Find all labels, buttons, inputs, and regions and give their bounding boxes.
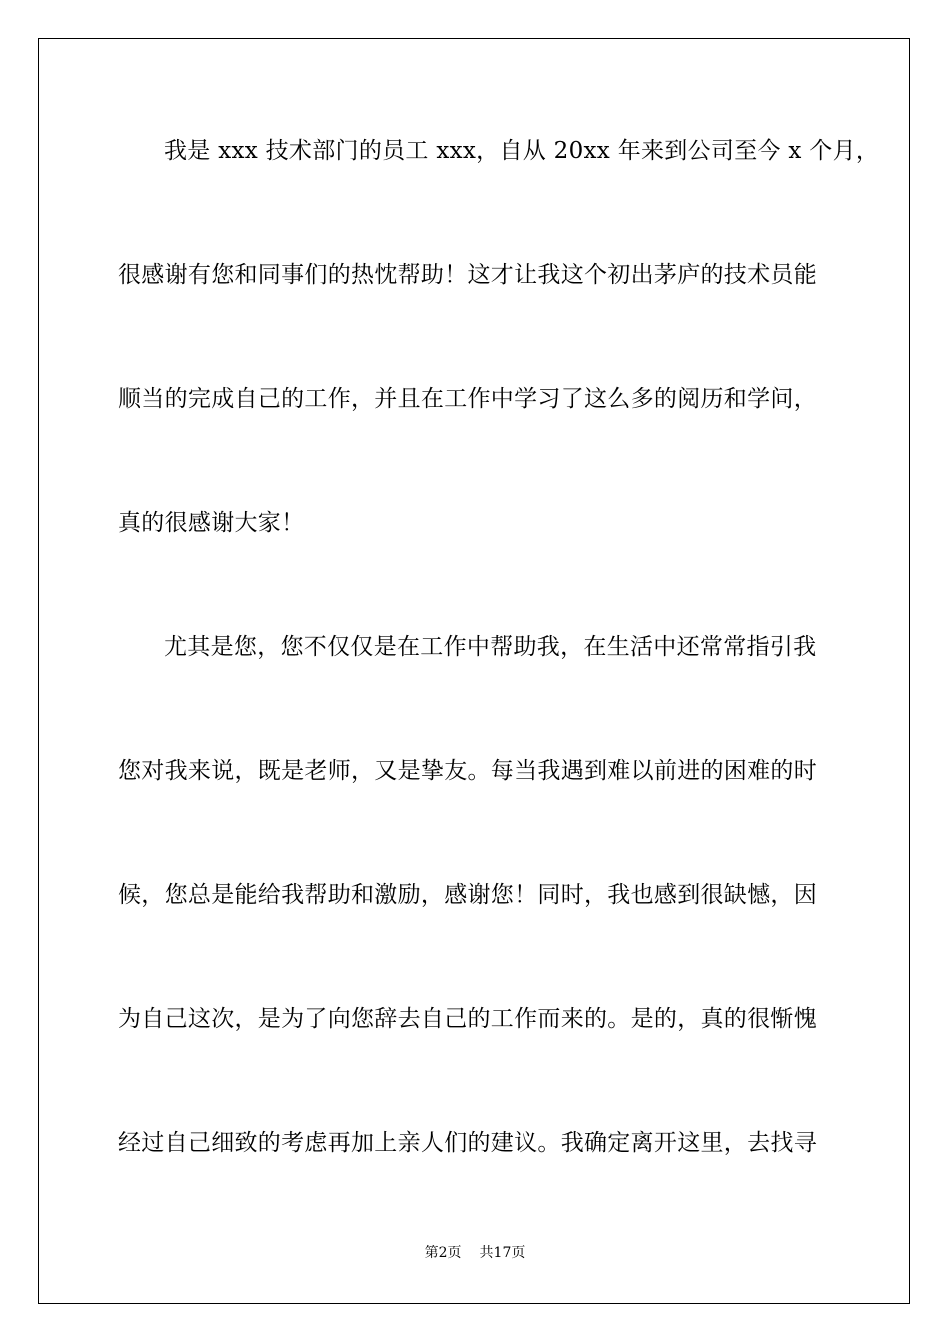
page-border: [38, 38, 910, 1304]
page-footer: [0, 1244, 950, 1262]
text-line-4: 真的很感谢大家！: [118, 510, 305, 536]
text-line-8: 为自己这次，是为了向您辞去自己的工作而来的。是的，真的很惭愧: [118, 1006, 817, 1032]
text-line-6: 您对我来说，既是老师，又是挚友。每当我遇到难以前进的困难的时: [118, 758, 817, 784]
text-line-3: 顺当的完成自己的工作，并且在工作中学习了这么多的阅历和学问，: [118, 386, 817, 412]
page-number: 第2页: [424, 1245, 462, 1261]
text-line-1: 我是 xxx 技术部门的员工 xxx，自从 20xx 年来到公司至今 x 个月，: [164, 138, 880, 164]
page-total: 共17页: [479, 1245, 526, 1261]
text-line-5: 尤其是您，您不仅仅是在工作中帮助我，在生活中还常常指引我: [164, 634, 817, 660]
text-line-9: 经过自己细致的考虑再加上亲人们的建议。我确定离开这里，去找寻: [118, 1130, 817, 1156]
text-line-2: 很感谢有您和同事们的热忱帮助！这才让我这个初出茅庐的技术员能: [118, 262, 817, 288]
text-line-7: 候，您总是能给我帮助和激励，感谢您！同时，我也感到很缺憾，因: [118, 882, 817, 908]
